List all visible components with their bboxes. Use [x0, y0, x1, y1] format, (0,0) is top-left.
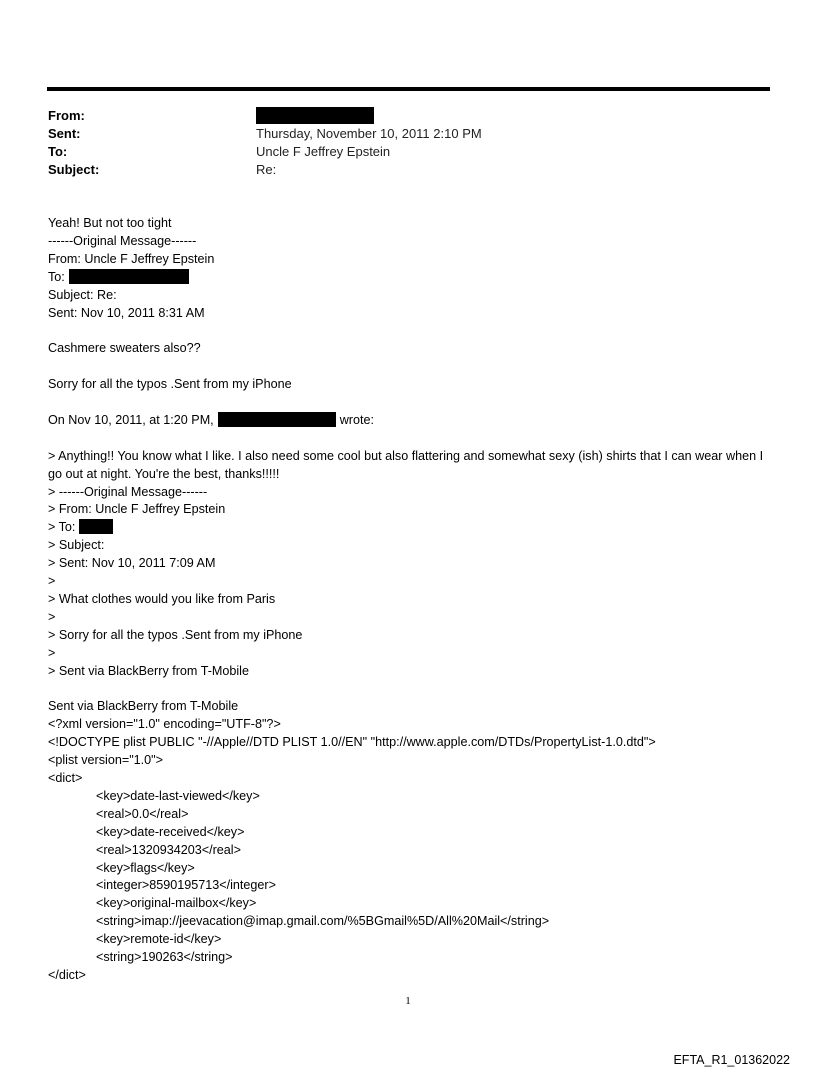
body-line: > Subject: [48, 538, 105, 553]
body-line: > [48, 645, 56, 660]
body-line [48, 519, 768, 537]
subject-label: Subject: [48, 162, 100, 177]
redaction-to [69, 269, 189, 284]
body-line: <real>0.0</real> [96, 806, 189, 821]
body-line [48, 269, 768, 287]
body-line: <string>imap://jeevacation@imap.gmail.com/%5BGmail%5D/All%20Mail</string> [96, 914, 550, 929]
body-line: <key>date-received</key> [96, 824, 245, 839]
body-line: > [48, 574, 56, 589]
body-line: <key>flags</key> [96, 860, 195, 875]
body-line: <real>1320934203</real> [96, 842, 241, 857]
redaction-from [256, 107, 374, 124]
bates-number: EFTA_R1_01362022 [673, 1053, 790, 1067]
to-value: Uncle F Jeffrey Epstein [256, 144, 391, 159]
email-body [48, 215, 768, 985]
body-line: From: Uncle F Jeffrey Epstein [48, 251, 215, 266]
page-number: 1 [405, 995, 411, 1007]
body-line: Sent: Nov 10, 2011 8:31 AM [48, 305, 205, 320]
redaction-quoted-to [79, 519, 113, 534]
body-line: Cashmere sweaters also?? [48, 341, 201, 356]
from-label: From: [48, 108, 85, 123]
body-line: > [48, 609, 56, 624]
body-line: <key>remote-id</key> [96, 932, 222, 947]
body-line: <key>original-mailbox</key> [96, 896, 257, 911]
wrote-text: wrote: [339, 412, 374, 427]
body-line: Sent via BlackBerry from T-Mobile [48, 699, 239, 714]
body-line: <string>190263</string> [96, 950, 233, 965]
header-rule [47, 87, 770, 91]
body-line: > From: Uncle F Jeffrey Epstein [48, 502, 226, 517]
body-line: <key>date-last-viewed</key> [96, 788, 260, 803]
body-line: </dict> [48, 967, 86, 982]
body-line: > What clothes would you like from Paris [48, 591, 276, 606]
quoted-to-label: > To: [48, 520, 76, 535]
body-line: ------Original Message------ [48, 233, 197, 248]
body-line: <plist version="1.0"> [48, 753, 164, 768]
body-line: > Sent via BlackBerry from T-Mobile [48, 663, 249, 678]
body-line: Subject: Re: [48, 287, 117, 302]
sent-label: Sent: [48, 126, 81, 141]
redaction-sender [218, 412, 336, 427]
body-line [48, 412, 768, 430]
sent-value: Thursday, November 10, 2011 2:10 PM [256, 126, 482, 141]
body-line: <integer>8590195713</integer> [96, 878, 276, 893]
subject-value: Re: [256, 162, 277, 177]
body-line: <?xml version="1.0" encoding="UTF-8"?> [48, 717, 281, 732]
to-label: To: [48, 144, 68, 159]
body-line: Sorry for all the typos .Sent from my iPhone [48, 377, 292, 392]
body-line: > Anything!! You know what I like. I also need some cool but also flattering and somewhat sexy (ish) shirts that I can wear when I go out at night. You're the best, thanks!!!!! [48, 448, 764, 481]
on-date-text: On Nov 10, 2011, at 1:20 PM, [48, 412, 214, 427]
body-line: > Sent: Nov 10, 2011 7:09 AM [48, 556, 216, 571]
body-line: <!DOCTYPE plist PUBLIC "-//Apple//DTD PLIST 1.0//EN" "http://www.apple.com/DTDs/PropertyList-1.0.dtd"> [48, 735, 656, 750]
body-line: <dict> [48, 771, 83, 786]
body-line: Yeah! But not too tight [48, 216, 172, 230]
to-label-inline: To: [48, 269, 65, 284]
body-line: > ------Original Message------ [48, 484, 208, 499]
body-line: > Sorry for all the typos .Sent from my iPhone [48, 627, 303, 642]
